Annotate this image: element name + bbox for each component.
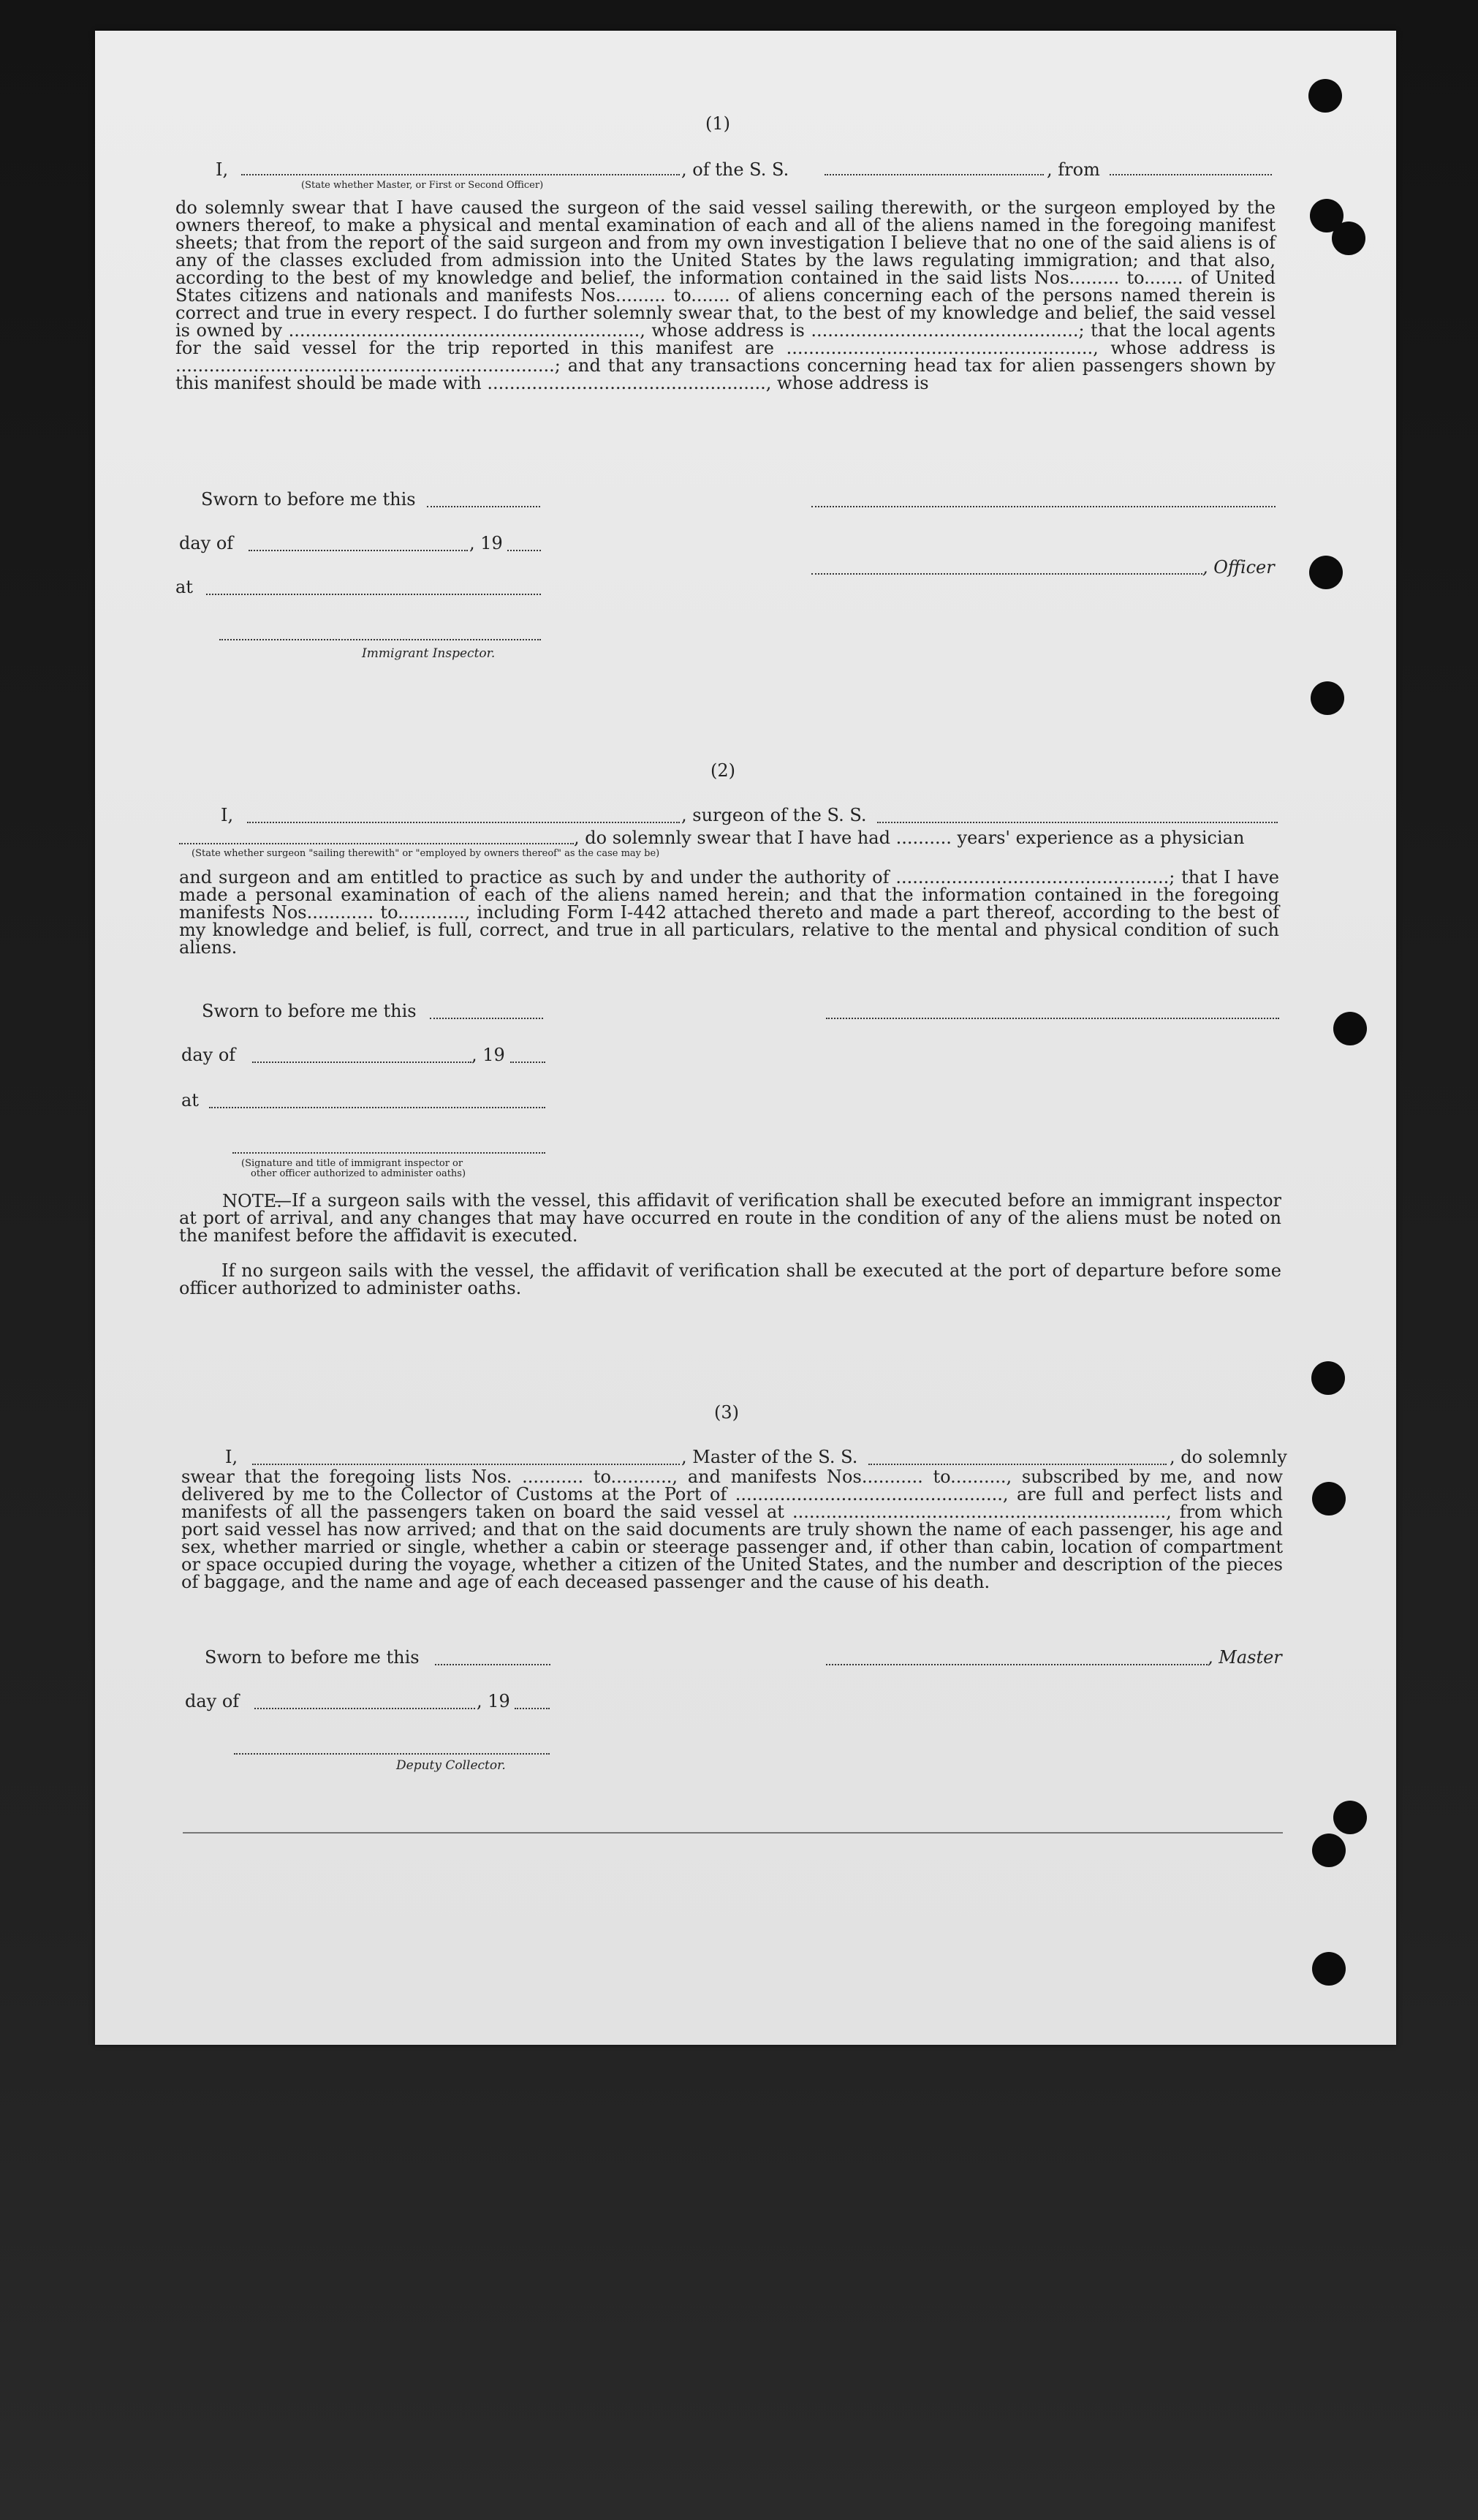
section-2-number: (2) <box>710 760 735 781</box>
section-1-year-label: , 19 <box>469 533 503 553</box>
section-3-day-of-label: day of <box>185 1691 240 1711</box>
immigrant-inspector-caption: Immigrant Inspector. <box>362 646 496 661</box>
section-1-place-line <box>206 594 541 595</box>
vessel-name-line <box>825 174 1044 175</box>
authorized-signature-caption-1: (Signature and title of immigrant inspector or <box>241 1158 463 1169</box>
footer-rule <box>183 1832 1283 1834</box>
punch-hole <box>1332 222 1365 255</box>
master-title-label: , Master <box>1208 1647 1282 1668</box>
section-1-number: (1) <box>705 113 730 134</box>
section-2-place-line <box>209 1107 545 1108</box>
note-surgeon-sails: —If a surgeon sails with the vessel, this affidavit of verification shall be executed before an immigrant inspector at port of arrival, and any changes that may have occurred en route in the condition of any of the aliens must be noted on the manifest before the affidavit is executed. <box>179 1190 1281 1246</box>
authorized-signature-caption-2: other officer authorized to administer oaths) <box>251 1168 466 1179</box>
punch-hole <box>1312 1482 1346 1516</box>
from-port-line <box>1110 174 1272 175</box>
punch-hole <box>1309 556 1343 589</box>
master-of-label: , Master of the S. S. <box>681 1447 858 1467</box>
section-2-sworn-date-line <box>430 1018 543 1019</box>
of-the-ss-label: , of the S. S. <box>681 159 789 180</box>
section-1-sworn-date-line <box>427 506 540 507</box>
section-1-sworn-label: Sworn to before me this <box>201 489 416 510</box>
section-2-i-label: I, <box>221 805 234 825</box>
section-3-i-label: I, <box>225 1447 238 1467</box>
officer-title-label: , Officer <box>1202 557 1275 578</box>
punch-hole <box>1312 1952 1346 1986</box>
section-2-year-label: , 19 <box>471 1045 505 1065</box>
master-vessel-line <box>868 1464 1167 1465</box>
immigrant-inspector-signature-line <box>219 639 541 640</box>
section-3-oath-text: swear that the foregoing lists Nos. ........... to..........., and manifests Nos........... to.........., subscribed by me, and now delivered by me to the Collector of Customs at the Port of ................................................, are full and perfect lists and manifests of all the passengers taken on board the said vessel at ..................................................................., from which port said vessel has now arrived; and that on the said documents are truly shown the name of each passenger, his age and sex, whether married or single, whether a cabin or steerage passenger and, if other than cabin, location of compartment or space occupied during the voyage, whether a citizen of the United States, and the number and description of the pieces of baggage, and the name and age of each deceased passenger and the cause of his death. <box>181 1467 1283 1592</box>
section-1-officer-line <box>811 573 1202 575</box>
section-1-day-of-label: day of <box>179 533 234 553</box>
surgeon-name-line <box>247 822 680 823</box>
section-1-oath-text: do solemnly swear that I have caused the surgeon of the said vessel sailing therewith, or the surgeon employed by the owners thereof, to make a physical and mental examination of each and all of the aliens named in the foregoing manifest sheets; that from the report of the said surgeon and from my own investigation I believe that no one of the said aliens is of any of the classes excluded from admission into the United States by the laws regulating immigration; and that also, according to the best of my knowledge and belief, the information contained in the said lists Nos......... to....... of United States citizens and nationals and manifests Nos......... to....... of aliens concerning each of the persons named therein is correct and true in every respect. I do further solemnly swear that, to the best of my knowledge and belief, the said vessel is owned by ..............................................................., whose address is ................................................; that the local agents for the said vessel for the trip reported in this manifest are ......................................................., whose address is ....................................................................; and that any transactions concerning head tax for alien passengers shown by this manifest should be made with .................................................., whose address is <box>175 197 1276 393</box>
note-label: NOTE. <box>222 1191 282 1211</box>
section-1-year-line <box>507 550 541 551</box>
section-3-day-line <box>254 1708 475 1709</box>
section-2-year-line <box>510 1062 545 1063</box>
section-3-sworn-date-line <box>435 1664 550 1665</box>
section-2-at-label: at <box>181 1090 199 1110</box>
deputy-collector-caption: Deputy Collector. <box>396 1758 506 1773</box>
section-2-day-of-label: day of <box>181 1045 236 1065</box>
punch-hole <box>1333 1801 1367 1834</box>
punch-hole <box>1312 1834 1346 1867</box>
punch-hole <box>1311 681 1344 715</box>
section-2-signature-line <box>826 1018 1279 1019</box>
officer-rank-caption: (State whether Master, or First or Second Officer) <box>301 180 544 191</box>
section-3-year-label: , 19 <box>477 1691 510 1711</box>
section-3-year-line <box>515 1708 550 1709</box>
section-1-at-label: at <box>175 577 193 597</box>
from-label: , from <box>1047 159 1100 180</box>
section-3-number: (3) <box>714 1402 739 1423</box>
note-no-surgeon: If no surgeon sails with the vessel, the affidavit of verification shall be executed at the port of departure before some officer authorized to administer oaths. <box>179 1260 1281 1298</box>
surgeon-status-line <box>179 843 574 844</box>
surgeon-vessel-line <box>877 822 1278 823</box>
section-2-sworn-label: Sworn to before me this <box>202 1001 417 1021</box>
years-experience-label: , do solemnly swear that I have had .......... years' experience as a physician <box>574 828 1245 848</box>
section-1-i-label: I, <box>216 159 229 180</box>
punch-hole <box>1311 1361 1345 1395</box>
section-1-day-line <box>249 550 468 551</box>
punch-hole <box>1333 1012 1367 1045</box>
do-solemnly-label: , do solemnly <box>1170 1447 1287 1467</box>
section-3-sworn-label: Sworn to before me this <box>205 1647 420 1668</box>
bleed-through-text <box>249 133 409 162</box>
deputy-collector-signature-line <box>234 1753 550 1755</box>
master-signature-line <box>826 1664 1208 1665</box>
section-2-authorized-signature-line <box>232 1152 545 1154</box>
section-1-signature-line <box>811 506 1276 507</box>
officer-name-line <box>241 174 680 175</box>
surgeon-of-label: , surgeon of the S. S. <box>681 805 867 825</box>
section-2-day-line <box>252 1062 471 1063</box>
master-name-line <box>252 1464 680 1465</box>
punch-hole <box>1308 79 1342 113</box>
surgeon-status-caption: (State whether surgeon "sailing therewith" or "employed by owners thereof" as the case may be) <box>192 848 660 859</box>
section-2-oath-text: and surgeon and am entitled to practice as such by and under the authority of .................................................; that I have made a personal examination of each of the aliens named herein; and that the information contained in the foregoing manifests Nos............ to............, including Form I-442 attached thereto and made a part thereof, according to the best of my knowledge and belief, is full, correct, and true in all particulars, relative to the mental and physical condition of such aliens. <box>179 867 1279 958</box>
